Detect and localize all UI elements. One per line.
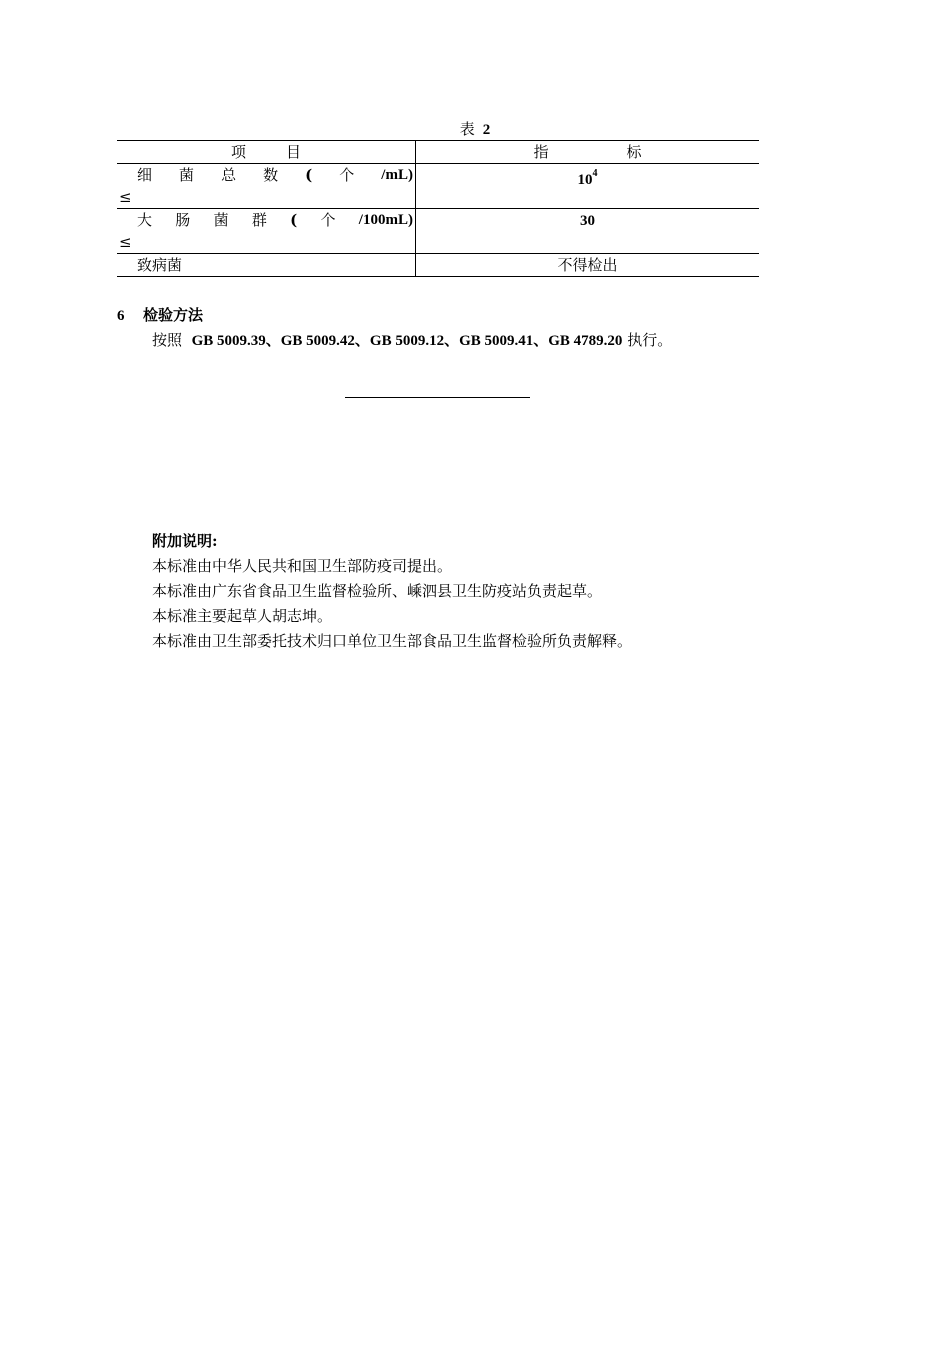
notes-line: 本标准由中华人民共和国卫生部防疫司提出。 (152, 557, 453, 575)
additional-notes (152, 529, 632, 654)
header-item-char: 项 (231, 143, 247, 161)
table-row (117, 164, 759, 209)
limit-value: 30 (580, 213, 595, 229)
spec-table (117, 140, 759, 277)
notes-title: 附加说明: (152, 532, 218, 550)
method-lead: 按照 (152, 331, 183, 349)
notes-line: 本标准由广东省食品卫生监督检验所、嵊泗县卫生防疫站负责起草。 (152, 582, 603, 600)
value-cell (416, 209, 760, 254)
notes-line: 本标准由卫生部委托技术归口单位卫生部食品卫生监督检验所负责解释。 (152, 632, 633, 650)
header-item-char: 目 (285, 143, 301, 161)
table-caption (0, 118, 950, 139)
end-rule (345, 397, 530, 398)
table-caption-prefix: 表 (459, 120, 475, 138)
table-row (117, 254, 759, 277)
item-cell (117, 254, 416, 277)
item-cell (117, 209, 416, 254)
table-caption-number: 2 (482, 122, 491, 138)
le-symbol: ≤ (119, 188, 132, 206)
value-cell (416, 164, 760, 209)
header-value-char: 标 (626, 143, 642, 161)
item-cell (117, 164, 416, 209)
section-heading (117, 305, 203, 326)
le-symbol: ≤ (119, 233, 132, 251)
method-standards: GB 5009.39、GB 5009.42、GB 5009.12、GB 5009.41、GB 4789.20 (191, 333, 623, 349)
table-row (117, 209, 759, 254)
header-value (416, 141, 760, 164)
item-label: 细 菌 总 数 ( 个 /mL) (137, 166, 413, 184)
notes-line: 本标准主要起草人胡志坤。 (152, 607, 333, 625)
limit-value: $10^4$ (577, 168, 598, 188)
section-number: 6 (117, 308, 125, 324)
table-header-row (117, 141, 759, 164)
item-label: 致病菌 (137, 256, 183, 274)
value-cell: 不得检出 (416, 254, 760, 277)
item-label: 大 肠 菌 群 ( 个 /100mL) (137, 211, 413, 229)
method-paragraph (152, 330, 672, 351)
exponent: 4 (592, 168, 598, 179)
section-title: 检验方法 (143, 306, 204, 324)
header-item (117, 141, 416, 164)
header-value-char: 指 (533, 143, 549, 161)
method-tail: 执行。 (627, 331, 673, 349)
